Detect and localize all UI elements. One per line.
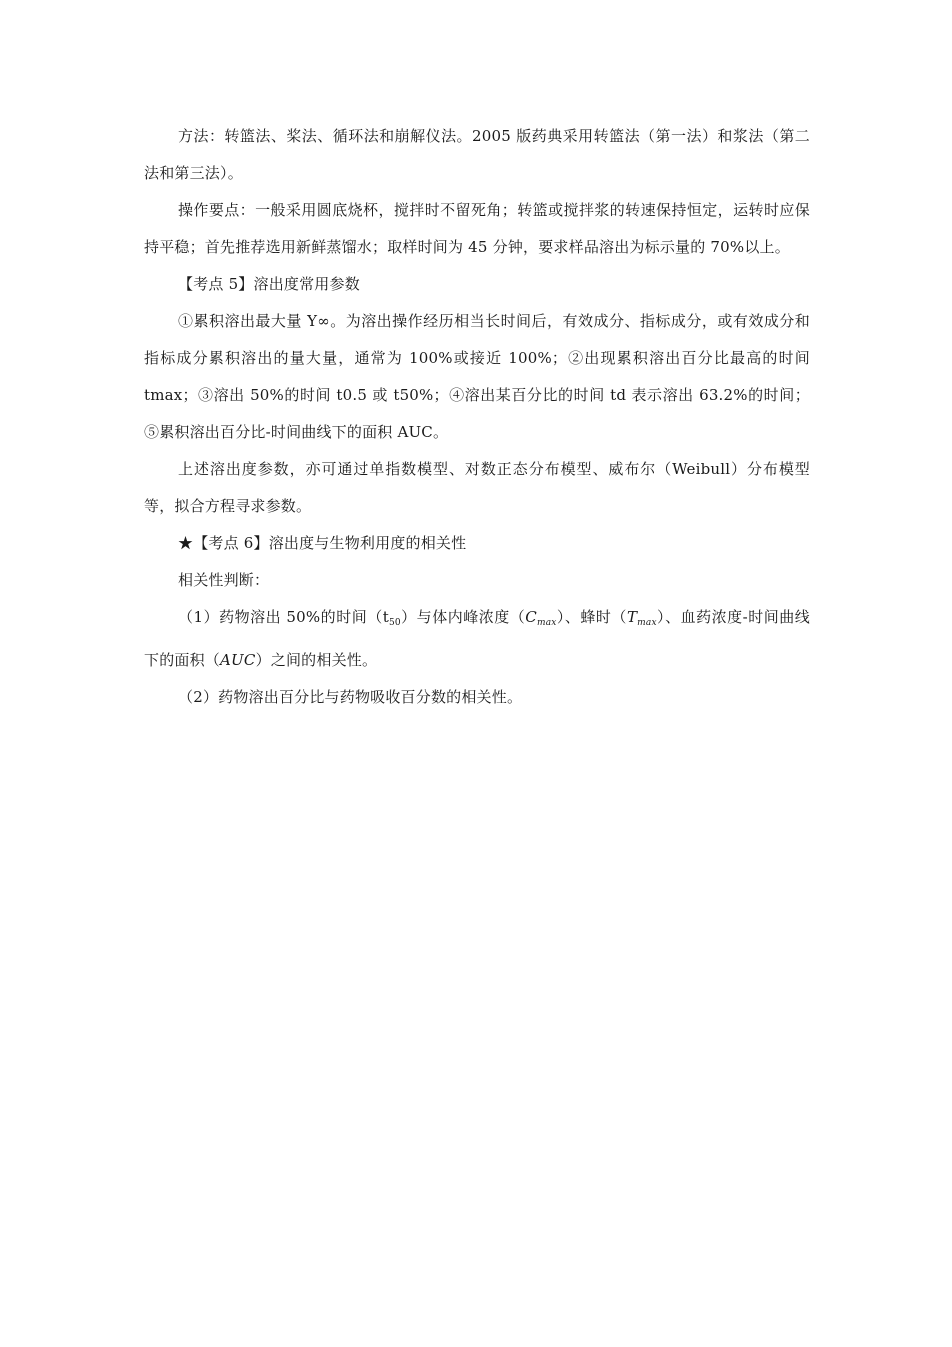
symbol-auc: AUC (220, 651, 256, 669)
paragraph-model-fitting: 上述溶出度参数，亦可通过单指数模型、对数正态分布模型、威布尔（Weibull）分布模型等，拟合方程寻求参数。 (144, 460, 810, 515)
heading-point-5: 【考点 5】溶出度常用参数 (178, 275, 360, 293)
heading-point-6: ★【考点 6】溶出度与生物利用度的相关性 (178, 534, 467, 552)
symbol-c: C (525, 608, 537, 626)
paragraph-correlation-2: （2）药物溶出百分比与药物吸收百分数的相关性。 (178, 688, 523, 706)
text-segment: （1）药物溶出 50%的时间（t (178, 608, 389, 626)
text-segment: ）、血药浓度-时间曲线下的面积（ (144, 608, 810, 669)
paragraph-correlation-1 (144, 599, 810, 679)
subscript-50: 50 (388, 618, 401, 628)
document-body (144, 118, 810, 716)
paragraph-operation-points: 操作要点：一般采用圆底烧杯，搅拌时不留死角；转篮或搅拌浆的转速保持恒定，运转时应保持平稳；首先推荐选用新鲜蒸馏水；取样时间为 45 分钟，要求样品溶出为标示量的 70%以上。 (144, 201, 810, 256)
text-segment: ）与体内峰浓度（ (400, 608, 526, 626)
paragraph-methods: 方法：转篮法、桨法、循环法和崩解仪法。2005 版药典采用转篮法（第一法）和浆法（第二法和第三法）。 (144, 127, 810, 182)
text-segment: ）之间的相关性。 (255, 651, 378, 669)
symbol-t: T (626, 608, 638, 626)
subscript-max: max (637, 618, 657, 628)
text-segment: ）、蜂时（ (556, 608, 627, 626)
paragraph-correlation-judgement: 相关性判断： (178, 571, 270, 589)
paragraph-dissolution-parameters: ①累积溶出最大量 Y∞。为溶出操作经历相当长时间后，有效成分、指标成分，或有效成分和指标成分累积溶出的量大量，通常为 100%或接近 100%；②出现累积溶出百分比最高的时间 tmax；③溶出 50%的时间 t0.5 或 t50%；④溶出某百分比的时间 td 表示溶出 63.2%的时间；⑤累积溶出百分比-时间曲线下的面积 AUC。 (144, 312, 810, 441)
subscript-max: max (536, 618, 557, 628)
